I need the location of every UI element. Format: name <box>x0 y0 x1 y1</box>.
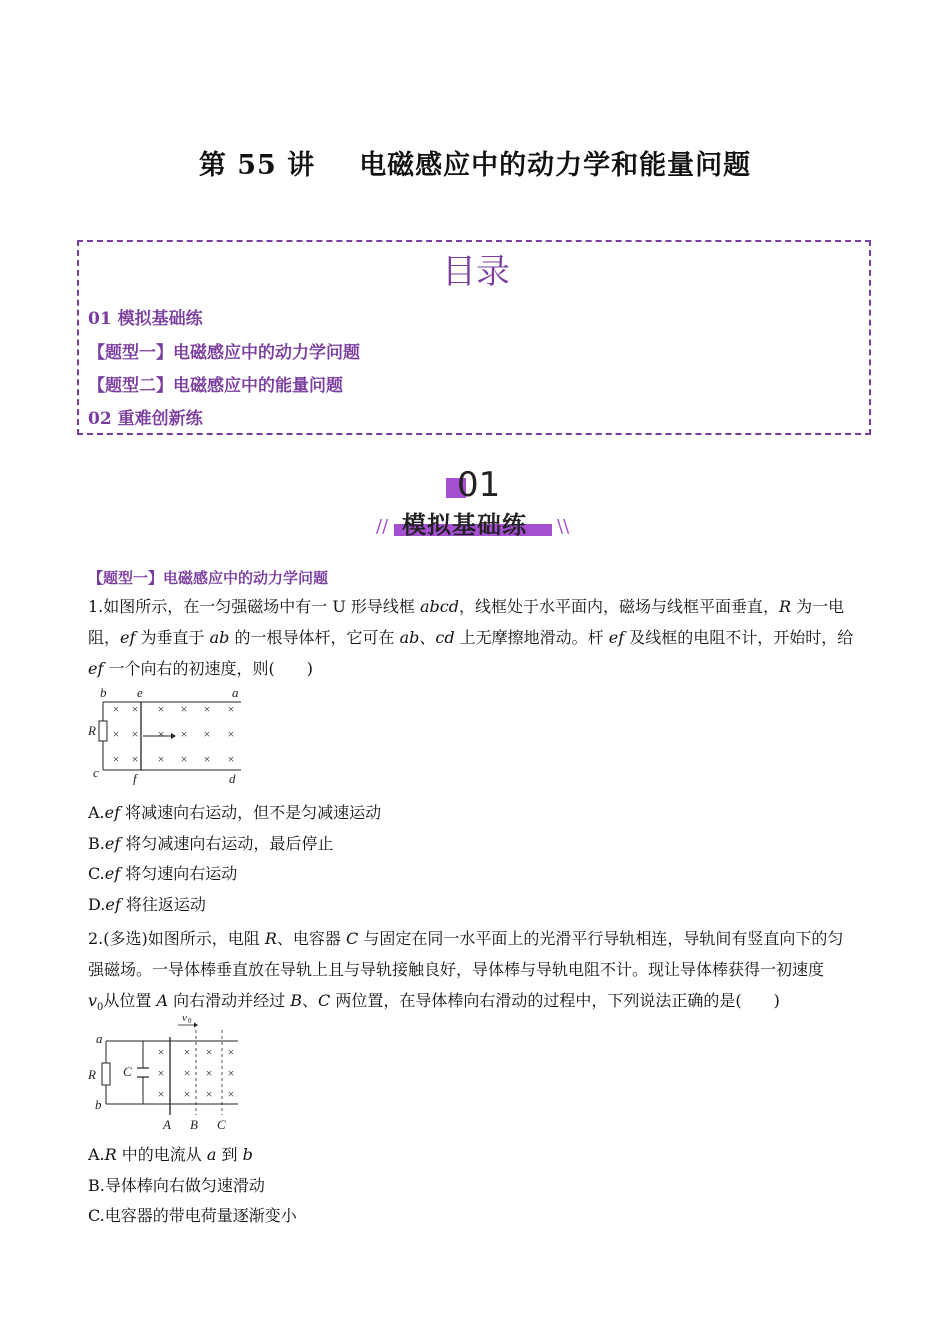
toc-heading: 目录 <box>442 252 510 292</box>
banner-right-mark: \\ <box>557 516 570 537</box>
label-v0-sub: 0 <box>188 1017 192 1025</box>
banner-title: 模拟基础练 <box>402 511 527 539</box>
q2-line: 2.(多选)如图所示，电阻 R、电容器 C 与固定在同一水平面上的光滑平行导轨相连，导轨间有竖直向下的匀 <box>88 929 844 948</box>
field-cross-mark: × <box>183 1066 191 1080</box>
field-cross-mark: × <box>180 727 188 741</box>
q2-circuit-figure <box>86 1012 246 1134</box>
field-cross-mark: × <box>227 702 235 716</box>
q1-line: ef 一个向右的初速度，则( ) <box>88 659 313 678</box>
banner-number: 01 <box>457 465 501 505</box>
q2-line: 强磁场。一导体棒垂直放在导轨上且与导轨接触良好，导体棒与导轨电阻不计。现让导体棒获得一初速度 <box>88 960 825 979</box>
q2-option-c[interactable]: C.电容器的带电荷量逐渐变小 <box>88 1206 297 1225</box>
toc-item[interactable]: 【题型二】电磁感应中的能量问题 <box>88 376 343 396</box>
q1-line: 1.如图所示，在一匀强磁场中有一 U 形导线框 abcd，线框处于水平面内，磁场与线框平面垂直，R 为一电 <box>88 597 845 616</box>
label-a: a <box>232 685 239 700</box>
field-cross-mark: × <box>131 727 139 741</box>
toc-item[interactable]: 02 重难创新练 <box>88 409 203 429</box>
field-cross-mark: × <box>205 1045 213 1059</box>
field-cross-mark: × <box>180 702 188 716</box>
label-c: c <box>93 765 99 780</box>
field-cross-mark: × <box>203 727 211 741</box>
page-title <box>0 143 950 182</box>
field-cross-mark: × <box>203 752 211 766</box>
label-B: B <box>190 1117 198 1132</box>
lecture-number: 第 55 讲 <box>198 150 316 181</box>
lecture-title: 电磁感应中的动力学和能量问题 <box>359 150 752 181</box>
q1-option-d[interactable]: D.ef 将往返运动 <box>88 895 206 914</box>
label-d: d <box>229 771 236 785</box>
field-cross-mark: × <box>112 702 120 716</box>
q2-option-b[interactable]: B.导体棒向右做匀速滑动 <box>88 1176 265 1195</box>
field-cross-mark: × <box>227 1066 235 1080</box>
label-R: R <box>88 1067 96 1082</box>
field-cross-mark: × <box>112 752 120 766</box>
field-cross-mark: × <box>157 702 165 716</box>
field-cross-mark: × <box>180 752 188 766</box>
question-1-text <box>88 591 868 684</box>
q1-circuit-figure <box>86 685 246 785</box>
field-cross-mark: × <box>183 1045 191 1059</box>
field-cross-mark: × <box>227 752 235 766</box>
field-cross-mark: × <box>227 727 235 741</box>
label-e: e <box>137 685 143 700</box>
field-cross-mark: × <box>131 752 139 766</box>
label-A: A <box>163 1117 171 1132</box>
label-b: b <box>100 685 107 700</box>
label-R: R <box>88 723 96 738</box>
field-cross-mark: × <box>157 752 165 766</box>
field-cross-mark: × <box>157 1066 165 1080</box>
field-cross-mark: × <box>131 702 139 716</box>
field-cross-mark: × <box>205 1087 213 1101</box>
table-of-contents <box>77 240 871 435</box>
question-2-text <box>88 923 868 1023</box>
field-cross-mark: × <box>227 1087 235 1101</box>
label-b: b <box>95 1097 102 1112</box>
label-C-position: C <box>217 1117 226 1132</box>
label-v0: v <box>182 1012 187 1024</box>
section-heading: 【题型一】电磁感应中的动力学问题 <box>88 569 329 587</box>
field-cross-mark: × <box>203 702 211 716</box>
q1-line: 阻，ef 为垂直于 ab 的一根导体杆，它可在 ab、cd 上无摩擦地滑动。杆 ef 及线框的电阻不计，开始时，给 <box>88 628 854 647</box>
field-cross-mark: × <box>227 1045 235 1059</box>
label-f: f <box>133 771 137 785</box>
q2-line: $v_0$从位置 A 向右滑动并经过 B、C 两位置，在导体棒向右滑动的过程中，下列说法正确的是( ) <box>88 991 780 1014</box>
field-cross-mark: × <box>183 1087 191 1101</box>
toc-item[interactable]: 【题型一】电磁感应中的动力学问题 <box>88 343 360 363</box>
q1-option-a[interactable]: A.ef 将减速向右运动，但不是匀减速运动 <box>88 803 382 822</box>
field-cross-mark: × <box>157 727 165 741</box>
field-cross-mark: × <box>157 1045 165 1059</box>
q1-option-b[interactable]: B.ef 将匀减速向右运动，最后停止 <box>88 834 334 853</box>
banner-left-mark: // <box>376 516 389 537</box>
field-cross-mark: × <box>112 727 120 741</box>
field-cross-mark: × <box>157 1087 165 1101</box>
q2-option-a[interactable]: A.R 中的电流从 a 到 b <box>88 1145 253 1164</box>
toc-item[interactable]: 01 模拟基础练 <box>88 309 203 329</box>
q1-option-c[interactable]: C.ef 将匀速向右运动 <box>88 864 238 883</box>
label-a: a <box>96 1031 103 1046</box>
field-cross-mark: × <box>205 1066 213 1080</box>
label-C: C <box>123 1064 132 1079</box>
